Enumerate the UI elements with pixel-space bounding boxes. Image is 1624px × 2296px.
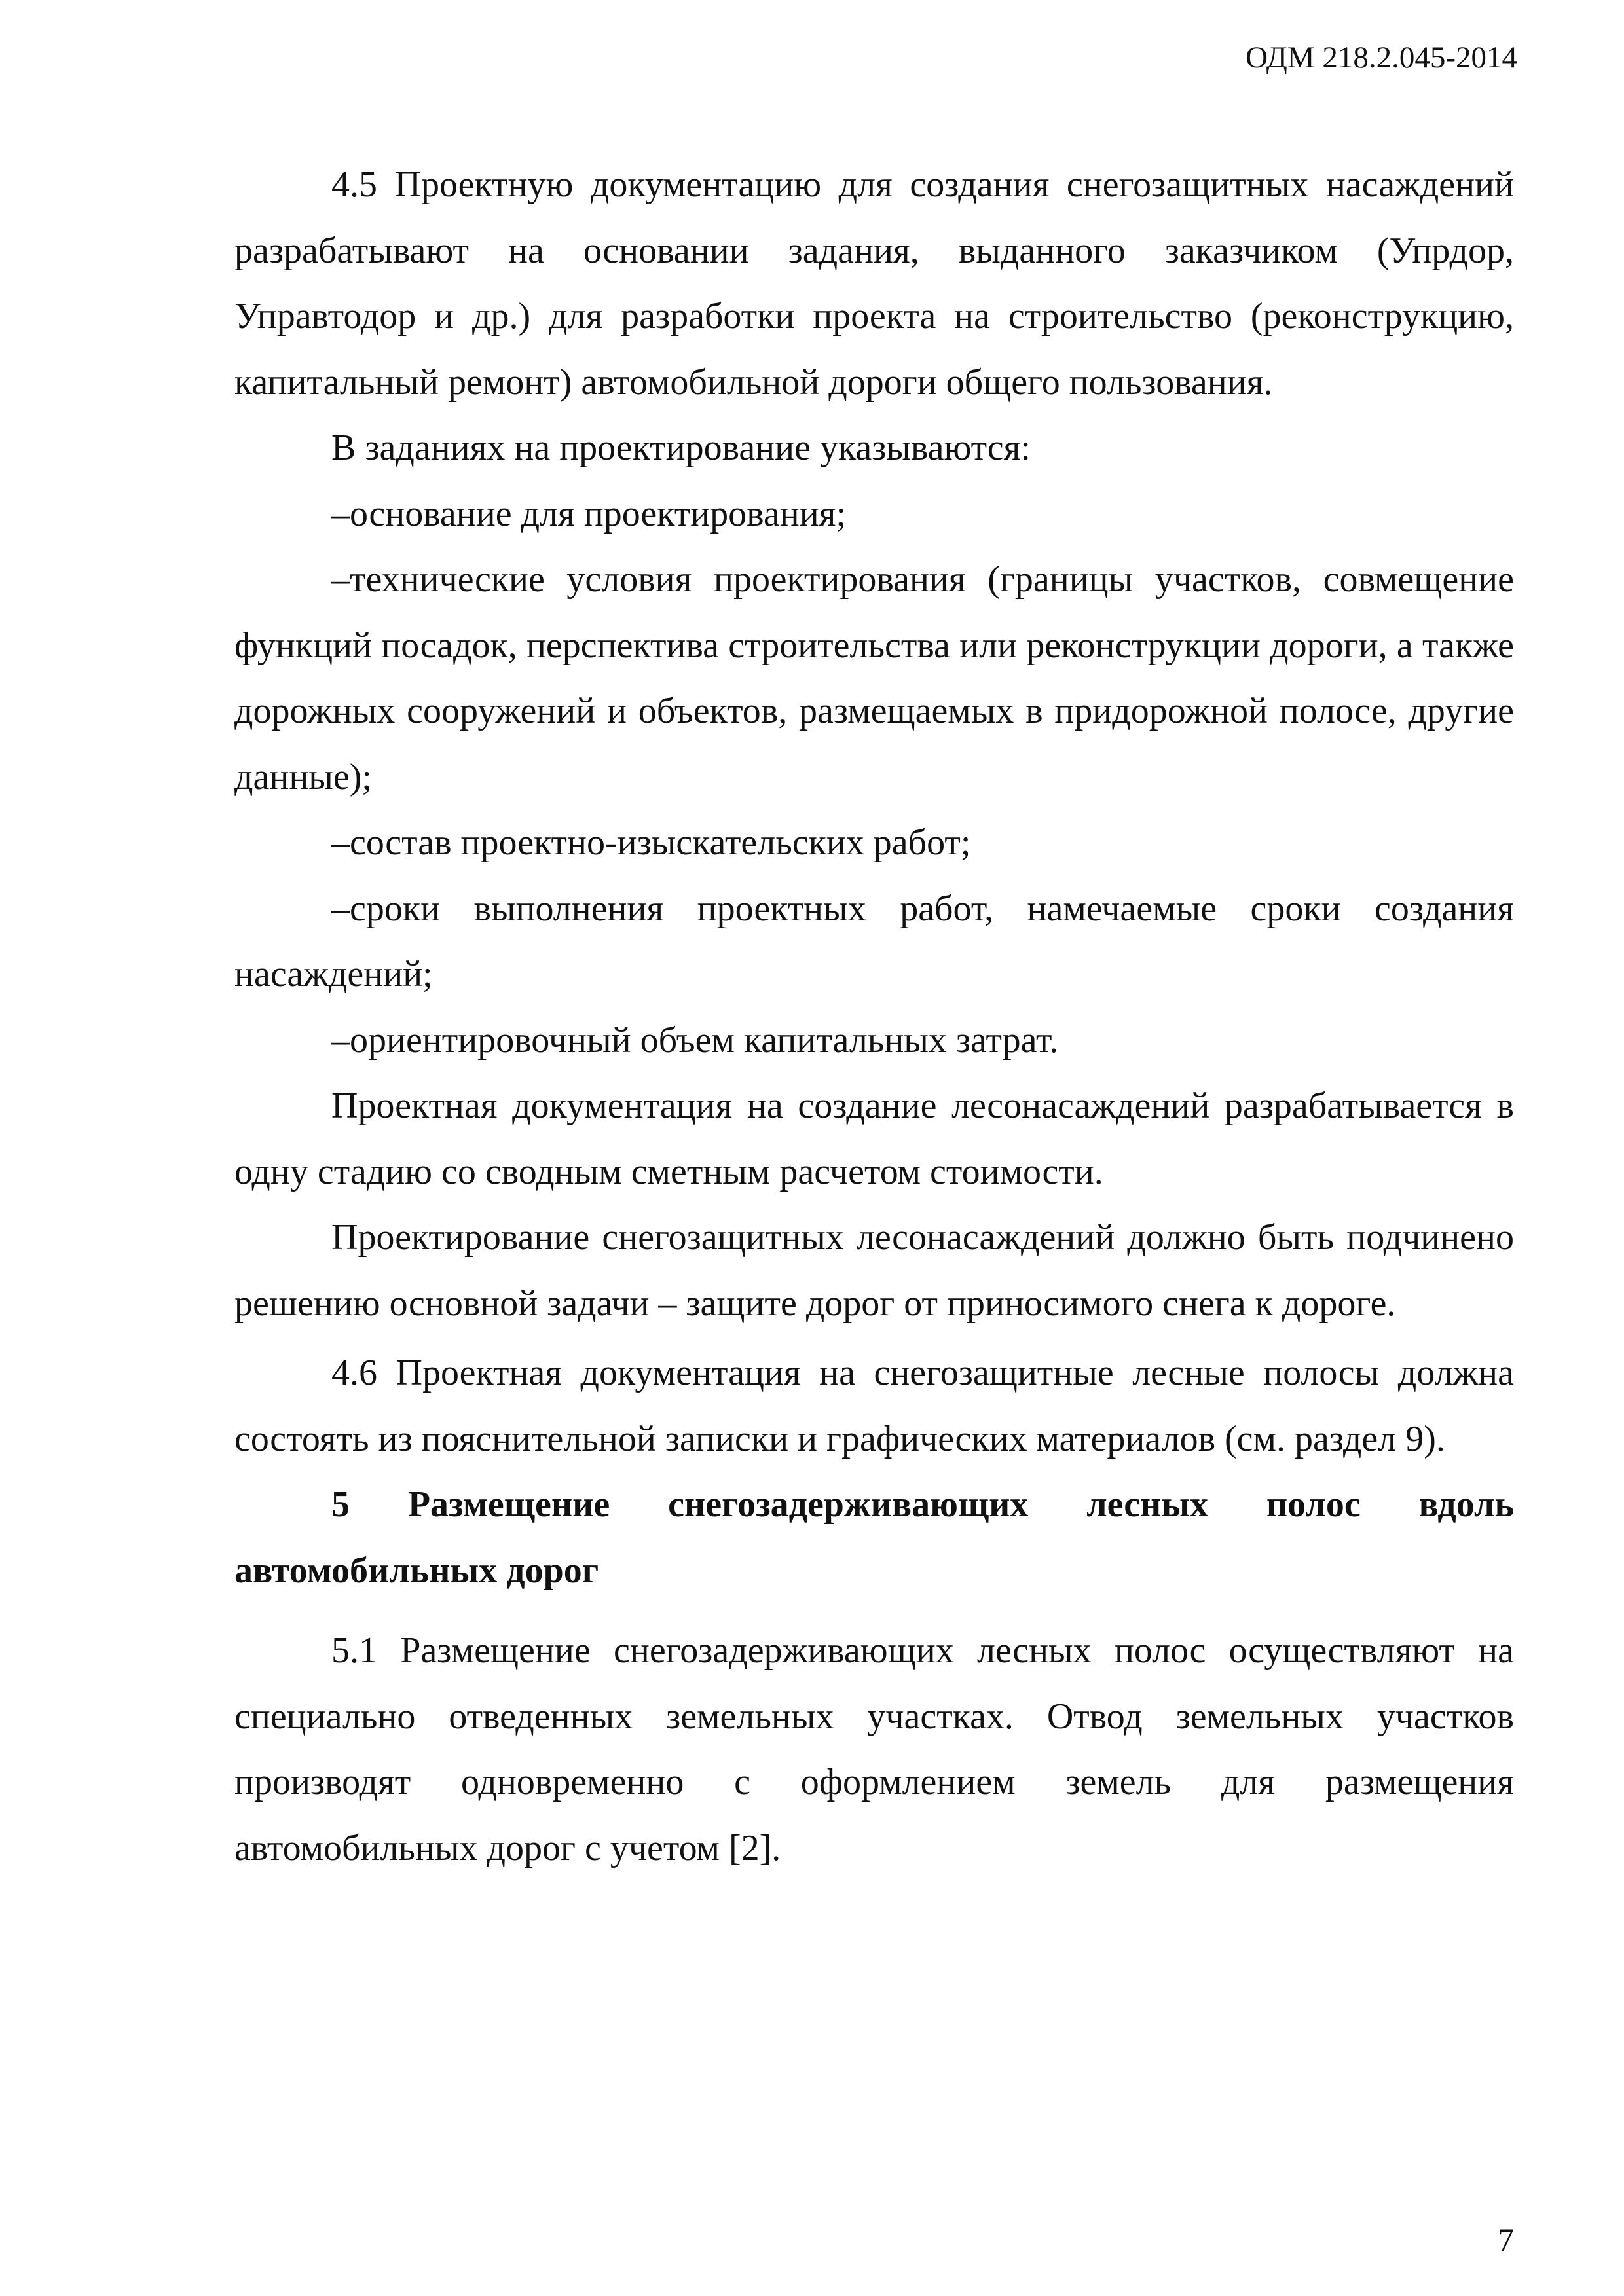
paragraph-4-5: 4.5 Проектную документацию для создания снегозащитных насаждений разрабатывают на основании задания, выданного заказчиком (Упрдор, Управтодор и др.) для разработки проекта на строительство (реконструкцию, капитальный ремонт) автомобильной дороги общего пользования. [234, 164, 1514, 403]
document-code: ОДМ 218.2.045-2014 [1246, 41, 1517, 75]
paragraph-5-1: 5.1 Размещение снегозадерживающих лесных полос осуществляют на специально отведенных земельных участках. Отвод земельных участков производят одновременно с оформлением земель для размещения автомобильных дорог с учетом [2]. [234, 1630, 1514, 1868]
paragraph-4-6: 4.6 Проектная документация на снегозащитные лесные полосы должна состоять из пояснительной записки и графических материалов (см. раздел 9). [234, 1353, 1514, 1459]
paragraph-one-stage: Проектная документация на создание лесонасаждений разрабатывается в одну стадию со сводным сметным расчетом стоимости. [234, 1085, 1514, 1192]
paragraph-design-goal: Проектирование снегозащитных лесонасаждений должно быть подчинено решению основной задачи – защите дорог от приносимого снега к дороге. [234, 1217, 1514, 1324]
list-item-composition: –состав проектно-изыскательских работ; [331, 822, 971, 863]
list-item-tech-conditions: –технические условия проектирования (границы участков, совмещение функций посадок, перспектива строительства или реконструкции дороги, а также дорожных сооружений и объектов, размещаемых в придорожной полосе, другие данные); [234, 559, 1514, 797]
page-body [234, 152, 1514, 1881]
section-heading-5: 5 Размещение снегозадерживающих лесных полос вдоль автомобильных дорог [234, 1484, 1514, 1591]
list-item-basis: –основание для проектирования; [331, 493, 846, 534]
paragraph-tasks-intro: В заданиях на проектирование указываются: [331, 428, 1031, 468]
list-item-terms: –сроки выполнения проектных работ, намечаемые сроки создания насаждений; [234, 888, 1514, 994]
page-number: 7 [1498, 2221, 1514, 2258]
list-item-costs: –ориентировочный объем капитальных затрат. [331, 1019, 1059, 1061]
